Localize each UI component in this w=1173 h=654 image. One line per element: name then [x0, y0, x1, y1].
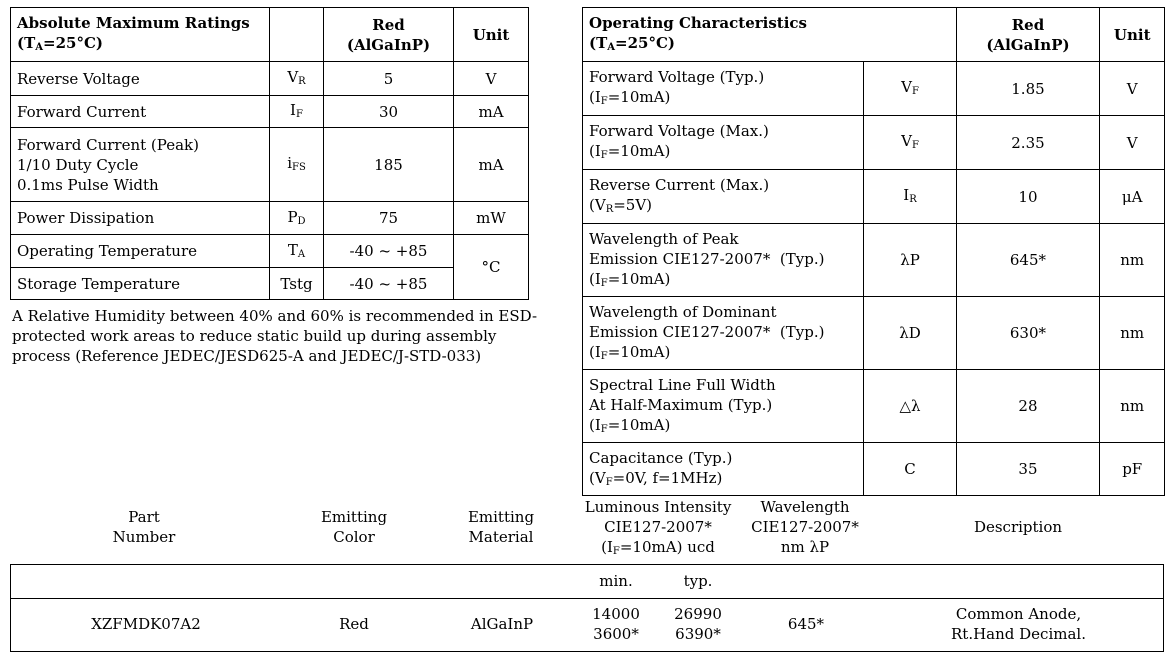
oc-cond-post: =10mA)	[607, 88, 671, 106]
oc-cond-post: =10mA)	[607, 142, 671, 160]
description-header: Description	[973, 518, 1063, 536]
oc-cond-pre: (I	[589, 415, 601, 434]
amr-param-line: 0.1ms Pulse Width	[17, 175, 159, 194]
oc-param-line: Emission CIE127-2007* (Typ.)	[589, 249, 825, 268]
amr-symbol: Tstg	[270, 268, 324, 300]
oc-unit: μA	[1100, 170, 1165, 224]
amr-value: 30	[324, 96, 454, 128]
wavelength-header	[740, 497, 870, 557]
amr-condition	[17, 33, 263, 56]
oc-cond-pre: (I	[589, 269, 601, 288]
oc-unit: nm	[1100, 370, 1165, 443]
amr-symbol	[270, 235, 324, 268]
amr-unit: mW	[454, 202, 529, 235]
oc-cond-sub: F	[605, 476, 613, 488]
oc-symbol	[864, 170, 956, 224]
oc-param-cond	[589, 415, 857, 438]
oc-cond-sub: R	[605, 204, 614, 215]
oc-cond-post: =10mA)	[607, 342, 671, 361]
amr-cond-prefix: (T	[17, 34, 36, 52]
operating-characteristics-table	[582, 7, 1165, 496]
oc-cond-post: =10mA)	[607, 269, 671, 288]
oc-unit: V	[1100, 62, 1165, 116]
oc-cond-suffix: =25°C)	[615, 34, 676, 52]
oc-value: 630*	[956, 297, 1100, 370]
humidity-note: A Relative Humidity between 40% and 60% is recommended in ESD-protected work areas to reduce static build up during assembly process (Reference JEDEC/JESD625-A and JEDEC/J-STD-033)	[12, 307, 538, 365]
oc-symbol-sub: F	[911, 86, 919, 97]
table-row	[583, 224, 1165, 297]
amr-param-line: Forward Current (Peak)	[17, 135, 199, 154]
oc-unit: nm	[1100, 224, 1165, 297]
oc-param	[583, 297, 864, 370]
luminous-min	[581, 604, 651, 644]
oc-param-line: Reverse Current (Max.)	[589, 176, 770, 194]
amr-value: 75	[324, 202, 454, 235]
emitting-material-header	[441, 507, 561, 547]
amr-symbol-header	[270, 8, 324, 62]
min-label: min.	[599, 572, 633, 590]
header-line: Color	[333, 528, 375, 546]
oc-value: 1.85	[956, 62, 1100, 116]
description-line: Rt.Hand Decimal.	[951, 625, 1086, 643]
header-line: Material	[468, 528, 534, 546]
oc-param-line: Emission CIE127-2007* (Typ.)	[589, 322, 825, 341]
oc-param	[583, 62, 864, 116]
oc-param	[583, 116, 864, 170]
oc-cond-sub: F	[600, 96, 608, 107]
amr-symbol	[270, 96, 324, 128]
table-row	[583, 62, 1165, 116]
amr-value: 5	[324, 62, 454, 96]
table-row	[583, 170, 1165, 224]
amr-cond-suffix: =25°C)	[43, 34, 104, 52]
oc-symbol	[864, 116, 956, 170]
amr-value: 185	[324, 128, 454, 202]
table-row	[11, 62, 529, 96]
oc-cond-sub: F	[600, 350, 608, 362]
oc-param-line: Forward Voltage (Typ.)	[589, 68, 765, 86]
amr-value: -40 ~ +85	[324, 268, 454, 300]
description	[931, 604, 1106, 644]
oc-cond-pre: (V	[589, 196, 606, 214]
table-row	[583, 116, 1165, 170]
oc-value: 28	[956, 370, 1100, 443]
row-divider	[11, 598, 1163, 599]
oc-symbol: C	[864, 443, 956, 496]
amr-param: Forward Current	[11, 96, 270, 128]
amr-material-label: (AlGaInP)	[346, 35, 431, 54]
part-number-header	[84, 507, 204, 547]
oc-cond-sub: F	[600, 150, 608, 161]
header-line: CIE127-2007*	[751, 518, 859, 536]
amr-red-header	[324, 8, 454, 62]
oc-param-line: Forward Voltage (Max.)	[589, 122, 769, 140]
oc-cond-post: =0V, f=1MHz)	[612, 468, 723, 487]
oc-cond-sub: A	[607, 42, 616, 53]
amr-symbol	[270, 202, 324, 235]
oc-symbol-main: V	[901, 78, 912, 96]
oc-unit: V	[1100, 116, 1165, 170]
amr-param-line: 1/10 Duty Cycle	[17, 155, 139, 174]
amr-param: Operating Temperature	[11, 235, 270, 268]
header-line: Number	[112, 528, 176, 546]
oc-param-line: Capacitance (Typ.)	[589, 448, 733, 467]
amr-symbol-main: T	[287, 240, 298, 259]
emitting-color-header	[294, 507, 414, 547]
luminous-typ-value: 26990	[674, 605, 722, 623]
table-row	[11, 268, 529, 300]
oc-unit: pF	[1100, 443, 1165, 496]
part-list-header	[0, 497, 1173, 559]
oc-param-cond	[589, 141, 857, 164]
amr-symbol-main: V	[287, 68, 299, 86]
oc-unit-header: Unit	[1100, 8, 1165, 62]
amr-unit: mA	[454, 128, 529, 202]
oc-param-cond	[589, 195, 857, 218]
table-row	[583, 443, 1165, 496]
amr-unit: °C	[454, 235, 529, 300]
amr-symbol-main: P	[287, 207, 298, 226]
luminous-intensity-header	[572, 497, 744, 560]
oc-param-cond	[589, 269, 857, 292]
oc-cond-prefix: (T	[589, 34, 608, 52]
lum-cond-sub: F	[612, 546, 620, 557]
oc-value: 35	[956, 443, 1100, 496]
emitting-color: Red	[339, 615, 369, 633]
part-number: XZFMDK07A2	[91, 615, 201, 633]
amr-symbol-main: I	[290, 101, 296, 119]
wavelength-value: 645*	[787, 615, 825, 633]
table-row	[11, 96, 529, 128]
oc-red-label: Red	[1011, 15, 1045, 34]
oc-param	[583, 170, 864, 224]
header-line: Emitting	[320, 508, 388, 526]
oc-symbol: λP	[864, 224, 956, 297]
oc-value: 10	[956, 170, 1100, 224]
header-line: CIE127-2007*	[604, 518, 712, 536]
oc-symbol: △λ	[864, 370, 956, 443]
oc-param	[583, 370, 864, 443]
oc-symbol-main: I	[903, 186, 910, 204]
oc-symbol-sub: R	[909, 194, 917, 205]
emitting-material: AlGaInP	[470, 615, 534, 633]
oc-value: 645*	[956, 224, 1100, 297]
oc-param-line: Wavelength of Dominant	[589, 302, 777, 321]
amr-symbol-main: i	[287, 154, 292, 172]
amr-symbol-sub: R	[298, 76, 306, 87]
oc-symbol-sub: F	[911, 140, 919, 151]
oc-param-cond	[589, 342, 857, 365]
luminous-typ	[663, 604, 733, 644]
amr-red-label: Red	[372, 15, 405, 34]
oc-param-line: Wavelength of Peak	[589, 229, 739, 248]
lum-cond-pre: (I	[601, 538, 613, 556]
amr-title-text: Absolute Maximum Ratings	[17, 14, 250, 32]
oc-param	[583, 443, 864, 496]
oc-title	[583, 8, 957, 62]
part-list-table	[10, 564, 1164, 652]
table-row	[11, 128, 529, 202]
amr-title	[11, 8, 270, 62]
amr-param: Storage Temperature	[11, 268, 270, 300]
amr-symbol-sub: F	[295, 109, 303, 120]
luminous-min-value: 14000	[592, 605, 640, 623]
table-row	[11, 235, 529, 268]
amr-symbol	[270, 62, 324, 96]
amr-param	[11, 128, 270, 202]
oc-cond-sub: F	[600, 423, 608, 435]
oc-red-header	[956, 8, 1100, 62]
oc-param-line: Spectral Line Full Width	[589, 375, 776, 394]
header-line: Wavelength	[760, 498, 850, 516]
oc-unit: nm	[1100, 297, 1165, 370]
amr-unit: mA	[454, 96, 529, 128]
oc-cond-pre: (I	[589, 142, 601, 160]
header-line: Emitting	[467, 508, 535, 526]
table-row	[11, 202, 529, 235]
oc-cond-sub: F	[600, 277, 608, 289]
oc-title-text: Operating Characteristics	[589, 14, 808, 32]
oc-cond-pre: (I	[589, 88, 601, 106]
oc-param-cond	[589, 87, 857, 110]
amr-param: Reverse Voltage	[11, 62, 270, 96]
luminous-min-value: 3600*	[593, 625, 639, 643]
oc-symbol: λD	[864, 297, 956, 370]
oc-param-line: At Half-Maximum (Typ.)	[589, 395, 773, 414]
table-row	[583, 370, 1165, 443]
amr-param: Power Dissipation	[11, 202, 270, 235]
amr-unit: V	[454, 62, 529, 96]
header-line	[572, 537, 744, 560]
oc-param-cond	[589, 468, 857, 491]
amr-symbol	[270, 128, 324, 202]
table-row	[583, 297, 1165, 370]
description-line: Common Anode,	[955, 605, 1082, 623]
oc-cond-post: =5V)	[613, 196, 653, 214]
oc-cond-pre: (I	[589, 342, 601, 361]
oc-material-label: (AlGaInP)	[986, 35, 1070, 54]
absolute-maximum-ratings-table	[10, 7, 529, 300]
oc-param	[583, 224, 864, 297]
amr-symbol-sub: D	[297, 215, 306, 227]
header-line: Part	[128, 508, 160, 526]
header-line: nm λP	[780, 538, 830, 556]
typ-label: typ.	[683, 572, 713, 590]
header-line: Luminous Intensity	[584, 498, 732, 516]
amr-value: -40 ~ +85	[324, 235, 454, 268]
oc-cond-post: =10mA)	[607, 415, 671, 434]
amr-cond-sub: A	[35, 42, 44, 53]
oc-value: 2.35	[956, 116, 1100, 170]
amr-symbol-sub: A	[297, 248, 306, 260]
oc-symbol-main: V	[901, 132, 912, 150]
oc-condition	[589, 33, 950, 56]
amr-symbol-sub: FS	[292, 162, 306, 173]
luminous-typ-value: 6390*	[675, 625, 721, 643]
oc-cond-pre: (V	[589, 468, 606, 487]
amr-unit-header: Unit	[454, 8, 529, 62]
oc-symbol	[864, 62, 956, 116]
lum-cond-post: =10mA) ucd	[619, 538, 715, 556]
